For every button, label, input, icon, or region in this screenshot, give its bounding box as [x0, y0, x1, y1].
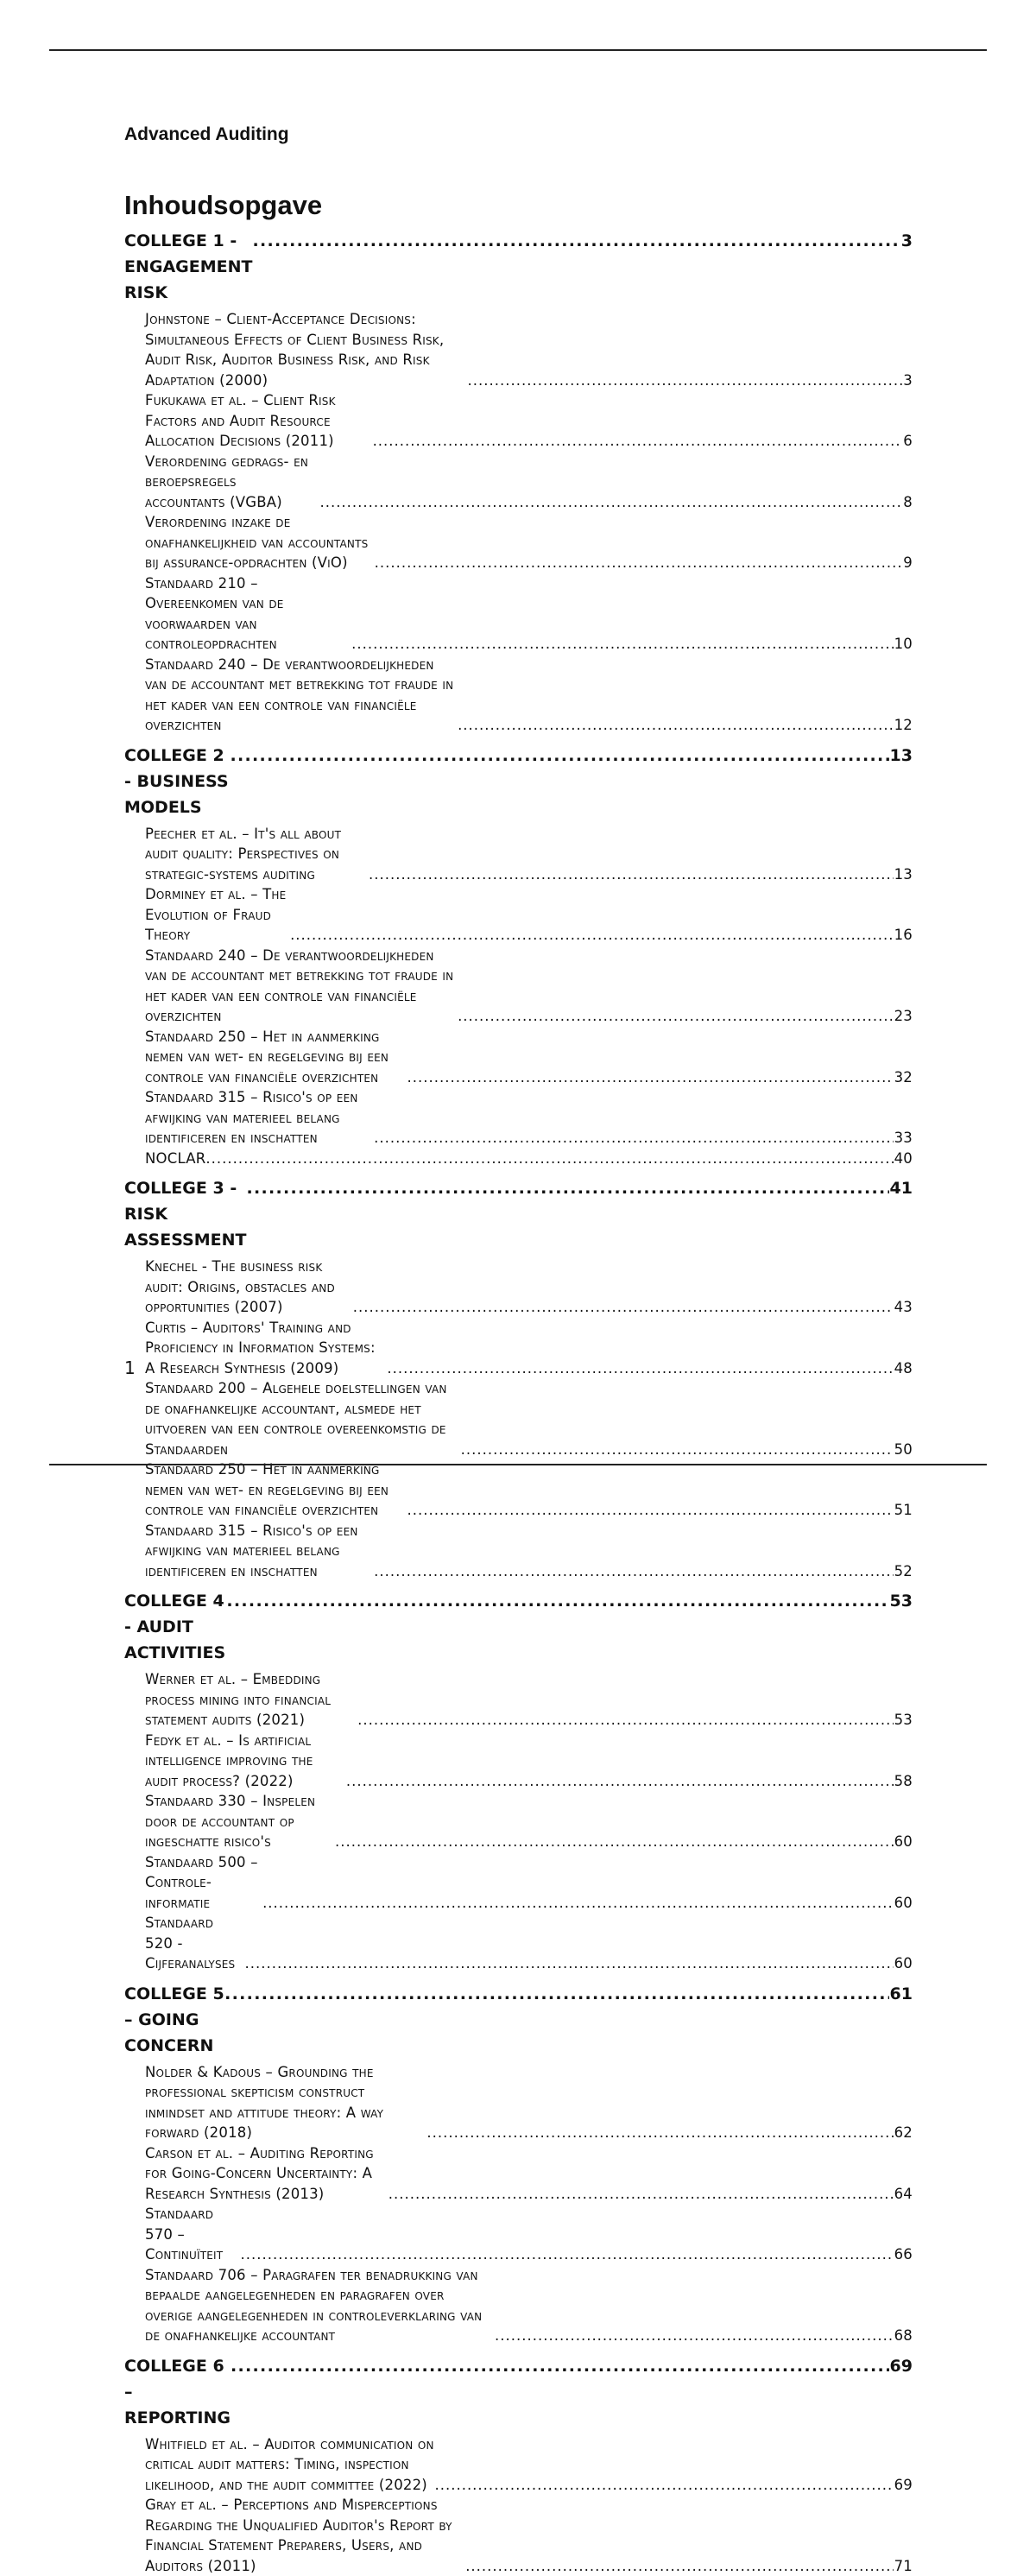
toc-entry-page: 51: [894, 1500, 913, 1521]
page-number: 1: [124, 1358, 136, 1378]
dot-leader: [230, 743, 888, 769]
table-of-contents: [124, 228, 913, 2576]
document-title: Advanced Auditing: [124, 124, 289, 145]
toc-college-heading[interactable]: [124, 2353, 913, 2431]
dot-leader: [353, 1297, 894, 1318]
dot-leader: [468, 370, 903, 391]
dot-leader: [495, 2326, 894, 2346]
toc-entry-page: 62: [894, 2123, 913, 2143]
toc-heading: Inhoudsopgave: [124, 189, 322, 222]
toc-entry-title: Carson et al. – Auditing Reporting for Going-Concern Uncertainty: A Research Synthesis (2013): [145, 2143, 388, 2205]
toc-college-section: [124, 228, 913, 736]
toc-college-title: COLLEGE 5 – GOING CONCERN: [124, 1981, 224, 2059]
toc-entry-title: Standaard 520 - Cijferanalyses: [145, 1913, 245, 1974]
dot-leader: [262, 1893, 894, 1914]
toc-entry-title: Standaard 500 – Controle-informatie: [145, 1852, 262, 1914]
toc-entry-page: 53: [894, 1710, 913, 1731]
toc-college-section: [124, 2353, 913, 2576]
dot-leader: [246, 1175, 888, 1201]
toc-entry-title: Standaard 570 – Continuïteit: [145, 2204, 241, 2265]
toc-entry-page: 6: [902, 431, 913, 452]
dot-leader: [369, 864, 894, 885]
toc-entry[interactable]: [124, 1378, 913, 1459]
toc-college-title: COLLEGE 1 - ENGAGEMENT RISK: [124, 228, 253, 306]
toc-entry-page: 71: [894, 2556, 913, 2576]
toc-college-title: COLLEGE 2 - BUSINESS MODELS: [124, 743, 230, 820]
dot-leader: [434, 2475, 893, 2496]
toc-college-page: 53: [889, 1588, 913, 1614]
toc-entry-page: 12: [894, 715, 913, 736]
toc-entry-page: 48: [894, 1358, 913, 1379]
toc-entry-page: 68: [894, 2326, 913, 2346]
dot-leader: [226, 1588, 888, 1614]
toc-entry-page: 66: [894, 2244, 913, 2265]
toc-entry[interactable]: [124, 884, 913, 946]
toc-entry[interactable]: [124, 1913, 913, 1974]
toc-entry-page: 8: [902, 492, 913, 513]
toc-entry-title: Gray et al. – Perceptions and Misperceptions Regarding the Unqualified Auditor's Report by Financial Statement Preparers, Users, and Auditors (2011): [145, 2495, 465, 2576]
toc-college-page: 41: [889, 1175, 913, 1201]
toc-entry[interactable]: [124, 1459, 913, 1521]
toc-entry-title: Verordening gedrags- en beroepsregels accountants (VGBA): [145, 452, 319, 513]
toc-entry-page: 40: [894, 1149, 913, 1169]
toc-entry[interactable]: [124, 512, 913, 573]
toc-entry-title: Standaard 315 – Risico's op een afwijking van materieel belang identificeren en inschatten: [145, 1521, 374, 1582]
toc-entry[interactable]: [124, 1318, 913, 1379]
toc-college-heading[interactable]: [124, 1981, 913, 2059]
dot-leader: [224, 1981, 888, 2007]
toc-college-page: 3: [900, 228, 913, 254]
toc-entry-page: 60: [894, 1893, 913, 1914]
toc-entry[interactable]: [124, 573, 913, 655]
toc-entry-title: Dorminey et al. – The Evolution of Fraud Theory: [145, 884, 290, 946]
toc-entry[interactable]: [124, 1087, 913, 1149]
toc-entry-title: Standaard 706 – Paragrafen ter benadrukking van bepaalde aangelegenheden en paragrafen over overige aangelegenheden in controleverklaring van de onafhankelijke accountant: [145, 2265, 495, 2346]
toc-entry[interactable]: [124, 1256, 913, 1318]
toc-entry-page: 64: [894, 2184, 913, 2205]
toc-entry[interactable]: [124, 1731, 913, 1792]
toc-college-title: COLLEGE 6 – REPORTING: [124, 2353, 231, 2431]
toc-college-title: COLLEGE 4 - AUDIT ACTIVITIES: [124, 1588, 226, 1666]
dot-leader: [253, 228, 900, 254]
dot-leader: [407, 1500, 894, 1521]
toc-entry-page: 3: [902, 370, 913, 391]
dot-leader: [461, 1440, 894, 1460]
toc-college-section: [124, 1175, 913, 1581]
toc-college-heading[interactable]: [124, 1588, 913, 1666]
toc-entry-page: 16: [894, 925, 913, 946]
toc-entry-title: Whitfield et al. – Auditor communication on critical audit matters: Timing, inspection likelihood, and the audit committee (2022): [145, 2434, 434, 2496]
toc-college-page: 61: [889, 1981, 913, 2007]
toc-entry[interactable]: [124, 2062, 913, 2143]
toc-entry-title: Standaard 315 – Risico's op een afwijking van materieel belang identificeren en inschatten: [145, 1087, 374, 1149]
toc-entry-title: Standaard 330 – Inspelen door de accountant op ingeschatte risico's: [145, 1791, 335, 1852]
toc-college-page: 69: [889, 2353, 913, 2379]
toc-entry-title: Knechel - The business risk audit: Origins, obstacles and opportunities (2007): [145, 1256, 353, 1318]
toc-entry[interactable]: [124, 2143, 913, 2205]
toc-entry[interactable]: [124, 452, 913, 513]
toc-entry[interactable]: [124, 1852, 913, 1914]
toc-entry[interactable]: [124, 2495, 913, 2576]
toc-entry-title: NOCLAR: [145, 1149, 205, 1169]
toc-entry-page: 32: [894, 1067, 913, 1088]
dot-leader: [374, 1128, 893, 1149]
dot-leader: [205, 1149, 893, 1169]
toc-entry-page: 23: [894, 1006, 913, 1027]
dot-leader: [245, 1953, 894, 1974]
dot-leader: [374, 1561, 893, 1582]
toc-entry-title: Werner et al. – Embedding process mining into financial statement audits (2021): [145, 1669, 357, 1731]
footer-rule: [49, 1464, 987, 1465]
toc-entry-page: 50: [894, 1440, 913, 1460]
toc-entry-title: Curtis – Auditors' Training and Proficiency in Information Systems: A Research Synthesis (2009): [145, 1318, 387, 1379]
toc-entry-title: Standaard 240 – De verantwoordelijkheden van de accountant met betrekking tot fraude in het kader van een controle van financiële overzichten: [145, 655, 458, 736]
toc-entry-title: Standaard 240 – De verantwoordelijkheden van de accountant met betrekking tot fraude in het kader van een controle van financiële overzichten: [145, 946, 458, 1027]
toc-entry[interactable]: [124, 946, 913, 1027]
toc-entry[interactable]: [124, 2434, 913, 2496]
dot-leader: [335, 1832, 894, 1852]
dot-leader: [346, 1771, 894, 1792]
toc-entry[interactable]: [124, 824, 913, 885]
toc-entry[interactable]: [124, 1669, 913, 1731]
toc-entry-page: 43: [894, 1297, 913, 1318]
toc-entry-title: Peecher et al. – It's all about audit quality: Perspectives on strategic-systems auditing: [145, 824, 369, 885]
toc-entry[interactable]: [124, 390, 913, 452]
toc-entry-title: Standaard 200 – Algehele doelstellingen van de onafhankelijke accountant, alsmede het uitvoeren van een controle overeenkomstig de Standaarden: [145, 1378, 461, 1459]
toc-entry-page: 13: [894, 864, 913, 885]
toc-entry[interactable]: [124, 2204, 913, 2265]
toc-college-title: COLLEGE 3 - RISK ASSESSMENT: [124, 1175, 246, 1253]
toc-entry-title: Verordening inzake de onafhankelijkheid van accountants bij assurance-opdrachten (ViO): [145, 512, 375, 573]
header-rule: [49, 49, 987, 51]
toc-entry-title: Fukukawa et al. – Client Risk Factors and Audit Resource Allocation Decisions (2011): [145, 390, 373, 452]
dot-leader: [426, 2123, 893, 2143]
dot-leader: [458, 1006, 894, 1027]
toc-entry-title: Standaard 250 – Het in aanmerking nemen van wet- en regelgeving bij een controle van financiële overzichten: [145, 1027, 407, 1088]
toc-college-section: [124, 1981, 913, 2346]
dot-leader: [375, 553, 903, 573]
toc-entry-title: Fedyk et al. – Is artificial intelligence improving the audit process? (2022): [145, 1731, 346, 1792]
dot-leader: [290, 925, 894, 946]
toc-entry[interactable]: [124, 655, 913, 736]
toc-entry[interactable]: [124, 1521, 913, 1582]
toc-entry-page: 52: [894, 1561, 913, 1582]
dot-leader: [387, 1358, 893, 1379]
toc-college-heading[interactable]: [124, 743, 913, 820]
toc-entry-page: 60: [894, 1953, 913, 1974]
dot-leader: [373, 431, 903, 452]
dot-leader: [241, 2244, 894, 2265]
toc-entry-title: Nolder & Kadous – Grounding the professional skepticism construct inmindset and attitude theory: A way forward (2018): [145, 2062, 426, 2143]
toc-college-page: 13: [889, 743, 913, 769]
toc-entry-title: Standaard 210 – Overeenkomen van de voorwaarden van controleopdrachten: [145, 573, 351, 655]
toc-college-heading[interactable]: [124, 1175, 913, 1253]
toc-entry-page: 60: [894, 1832, 913, 1852]
toc-entry[interactable]: [124, 309, 913, 390]
dot-leader: [407, 1067, 894, 1088]
toc-entry-title: Johnstone – Client-Acceptance Decisions: Simultaneous Effects of Client Business Risk, Audit Risk, Auditor Business Risk, and Risk Adaptation (2000): [145, 309, 468, 390]
toc-entry-page: 69: [894, 2475, 913, 2496]
dot-leader: [388, 2184, 894, 2205]
toc-college-heading[interactable]: [124, 228, 913, 306]
toc-entry-title: Standaard 250 – Het in aanmerking nemen van wet- en regelgeving bij een controle van financiële overzichten: [145, 1459, 407, 1521]
dot-leader: [458, 715, 894, 736]
dot-leader: [319, 492, 902, 513]
toc-entry[interactable]: [124, 1149, 913, 1169]
toc-entry-page: 33: [894, 1128, 913, 1149]
dot-leader: [351, 634, 894, 655]
toc-entry-page: 9: [902, 553, 913, 573]
toc-college-section: [124, 743, 913, 1169]
dot-leader: [465, 2556, 893, 2576]
toc-entry-page: 58: [894, 1771, 913, 1792]
toc-entry-page: 10: [894, 634, 913, 655]
toc-entry[interactable]: [124, 1791, 913, 1852]
toc-entry[interactable]: [124, 2265, 913, 2346]
dot-leader: [357, 1710, 893, 1731]
toc-entry[interactable]: [124, 1027, 913, 1088]
dot-leader: [231, 2353, 889, 2379]
toc-college-section: [124, 1588, 913, 1974]
